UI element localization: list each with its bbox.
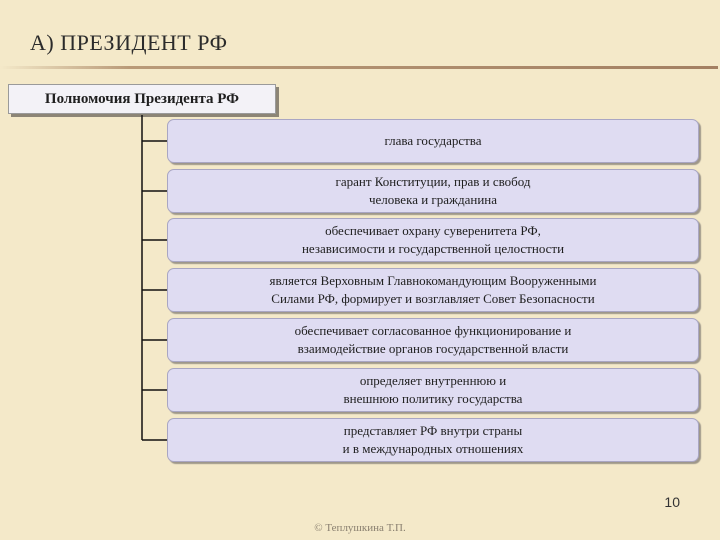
root-node: Полномочия Президента РФ (8, 84, 276, 114)
item-line: гарант Конституции, прав и свобод (335, 174, 531, 189)
item-line: определяет внутреннюю и (359, 373, 507, 388)
item-line: внешнюю политику государства (343, 391, 523, 406)
power-item-sovereignty (167, 218, 699, 262)
power-item-commander (167, 268, 699, 312)
slide-title: А) ПРЕЗИДЕНТ РФ (30, 30, 228, 55)
item-line: человека и гражданина (368, 192, 498, 207)
power-item-coordination (167, 318, 699, 362)
item-line: представляет РФ внутри страны (343, 423, 523, 438)
power-item-representation (167, 418, 699, 462)
item-line: независимости и государственной целостности (301, 241, 565, 256)
power-item-guarantor (167, 169, 699, 213)
item-line: обеспечивает охрану суверенитета РФ, (325, 223, 541, 238)
copyright-footer: © Теплушкина Т.П. (314, 522, 406, 534)
item-line: и в международных отношениях (342, 441, 524, 456)
item-line: Силами РФ, формирует и возглавляет Совет Безопасности (271, 291, 595, 306)
page-number: 10 (664, 494, 680, 510)
item-line: взаимодействие органов государственной власти (297, 341, 569, 356)
power-item-policy (167, 368, 699, 412)
item-line: обеспечивает согласованное функционирование и (294, 323, 572, 338)
item-line: является Верховным Главнокомандующим Вооруженными (269, 273, 597, 288)
power-item-head-of-state (167, 119, 699, 163)
item-line: глава государства (384, 133, 482, 148)
